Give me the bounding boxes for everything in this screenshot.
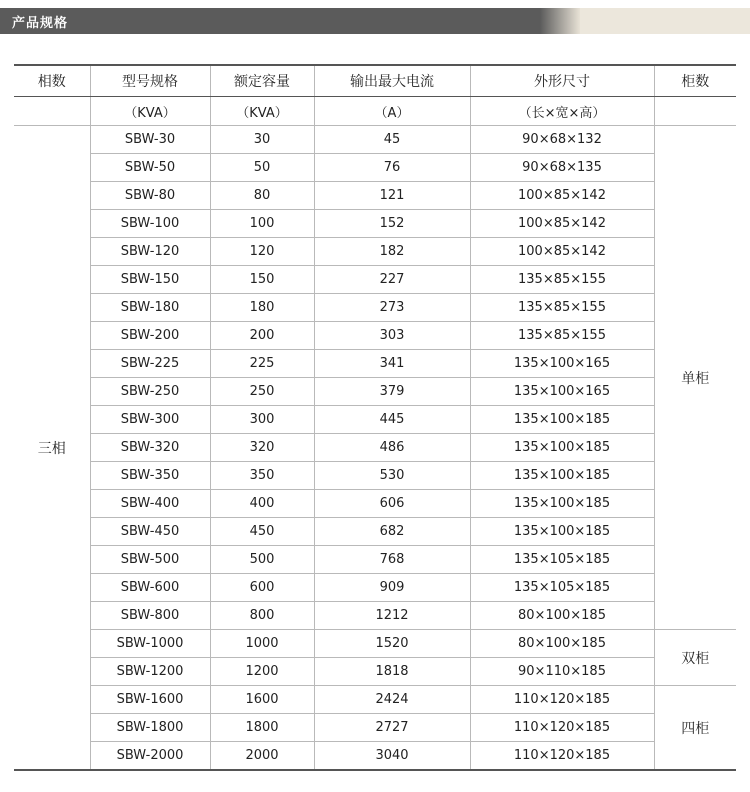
banner-gradient (540, 8, 580, 34)
cell-capacity: 1600 (210, 686, 314, 714)
table-row (14, 462, 736, 490)
unit-phase (14, 97, 90, 126)
cell-model: SBW-2000 (90, 742, 210, 771)
cell-capacity: 180 (210, 294, 314, 322)
table-row (14, 406, 736, 434)
cell-dimension: 135×85×155 (470, 322, 654, 350)
cell-capacity: 1800 (210, 714, 314, 742)
section-title: 产品规格 (0, 8, 540, 34)
cell-dimension: 90×110×185 (470, 658, 654, 686)
cell-current: 1818 (314, 658, 470, 686)
table-row (14, 266, 736, 294)
table-row (14, 182, 736, 210)
cell-dimension: 135×100×165 (470, 350, 654, 378)
cell-dimension: 110×120×185 (470, 714, 654, 742)
cell-capacity: 120 (210, 238, 314, 266)
cell-model: SBW-1200 (90, 658, 210, 686)
cell-capacity: 350 (210, 462, 314, 490)
column-header-capacity: 额定容量 (210, 65, 314, 97)
table-row (14, 518, 736, 546)
cell-current: 909 (314, 574, 470, 602)
cell-capacity: 100 (210, 210, 314, 238)
cell-capacity: 80 (210, 182, 314, 210)
table-row (14, 686, 736, 714)
table-row (14, 490, 736, 518)
cell-dimension: 110×120×185 (470, 686, 654, 714)
cell-dimension: 135×100×185 (470, 490, 654, 518)
cell-model: SBW-250 (90, 378, 210, 406)
cell-model: SBW-600 (90, 574, 210, 602)
cell-capacity: 600 (210, 574, 314, 602)
cell-current: 379 (314, 378, 470, 406)
column-header-phase: 相数 (14, 65, 90, 97)
cell-dimension: 135×100×165 (470, 378, 654, 406)
cell-model: SBW-400 (90, 490, 210, 518)
unit-current: （A） (314, 97, 470, 126)
cell-current: 2424 (314, 686, 470, 714)
cell-current: 606 (314, 490, 470, 518)
cell-current: 227 (314, 266, 470, 294)
table-header-row (14, 65, 736, 97)
cell-current: 1212 (314, 602, 470, 630)
cell-capacity: 225 (210, 350, 314, 378)
cell-model: SBW-320 (90, 434, 210, 462)
cell-capacity: 50 (210, 154, 314, 182)
banner-light-strip (580, 8, 750, 34)
column-header-cabinet: 柜数 (654, 65, 736, 97)
cell-capacity: 30 (210, 126, 314, 154)
cell-model: SBW-150 (90, 266, 210, 294)
unit-cabinet (654, 97, 736, 126)
cell-current: 530 (314, 462, 470, 490)
cell-dimension: 110×120×185 (470, 742, 654, 771)
cell-cabinet-group: 四柜 (654, 686, 736, 771)
cell-capacity: 250 (210, 378, 314, 406)
table-body (14, 97, 736, 771)
cell-dimension: 100×85×142 (470, 182, 654, 210)
cell-dimension: 135×105×185 (470, 574, 654, 602)
cell-current: 445 (314, 406, 470, 434)
table-row (14, 294, 736, 322)
cell-model: SBW-80 (90, 182, 210, 210)
cell-capacity: 1200 (210, 658, 314, 686)
cell-dimension: 90×68×135 (470, 154, 654, 182)
table-row (14, 658, 736, 686)
column-header-dimension: 外形尺寸 (470, 65, 654, 97)
cell-current: 121 (314, 182, 470, 210)
cell-model: SBW-1600 (90, 686, 210, 714)
cell-model: SBW-300 (90, 406, 210, 434)
table-row (14, 350, 736, 378)
table-row (14, 154, 736, 182)
section-banner (0, 8, 750, 34)
cell-dimension: 100×85×142 (470, 238, 654, 266)
table-row (14, 238, 736, 266)
cell-dimension: 135×100×185 (470, 462, 654, 490)
cell-dimension: 90×68×132 (470, 126, 654, 154)
cell-current: 152 (314, 210, 470, 238)
table-row (14, 546, 736, 574)
table-row (14, 714, 736, 742)
cell-capacity: 320 (210, 434, 314, 462)
unit-dimension: （长×宽×高） (470, 97, 654, 126)
cell-dimension: 80×100×185 (470, 630, 654, 658)
cell-dimension: 135×100×185 (470, 406, 654, 434)
cell-model: SBW-200 (90, 322, 210, 350)
cell-current: 341 (314, 350, 470, 378)
product-spec-page (0, 8, 750, 792)
cell-dimension: 135×100×185 (470, 434, 654, 462)
cell-capacity: 450 (210, 518, 314, 546)
cell-model: SBW-120 (90, 238, 210, 266)
cell-current: 2727 (314, 714, 470, 742)
cell-capacity: 500 (210, 546, 314, 574)
cell-dimension: 135×85×155 (470, 294, 654, 322)
cell-model: SBW-180 (90, 294, 210, 322)
cell-current: 3040 (314, 742, 470, 771)
cell-cabinet-group: 双柜 (654, 630, 736, 686)
cell-capacity: 200 (210, 322, 314, 350)
cell-dimension: 135×100×185 (470, 518, 654, 546)
spec-table (14, 64, 736, 771)
cell-current: 303 (314, 322, 470, 350)
cell-model: SBW-450 (90, 518, 210, 546)
cell-model: SBW-500 (90, 546, 210, 574)
cell-model: SBW-1800 (90, 714, 210, 742)
cell-cabinet-group: 单柜 (654, 126, 736, 630)
cell-model: SBW-800 (90, 602, 210, 630)
cell-capacity: 400 (210, 490, 314, 518)
cell-dimension: 135×85×155 (470, 266, 654, 294)
cell-current: 182 (314, 238, 470, 266)
table-row (14, 630, 736, 658)
table-row (14, 322, 736, 350)
cell-dimension: 100×85×142 (470, 210, 654, 238)
column-header-current: 输出最大电流 (314, 65, 470, 97)
table-row (14, 574, 736, 602)
table-row (14, 378, 736, 406)
unit-capacity: （KVA） (210, 97, 314, 126)
cell-current: 76 (314, 154, 470, 182)
cell-model: SBW-30 (90, 126, 210, 154)
cell-current: 1520 (314, 630, 470, 658)
cell-model: SBW-350 (90, 462, 210, 490)
cell-dimension: 80×100×185 (470, 602, 654, 630)
column-header-model: 型号规格 (90, 65, 210, 97)
table-row (14, 434, 736, 462)
cell-model: SBW-225 (90, 350, 210, 378)
spec-table-wrapper (0, 34, 750, 771)
unit-model: （KVA） (90, 97, 210, 126)
cell-current: 682 (314, 518, 470, 546)
table-row (14, 742, 736, 771)
cell-capacity: 800 (210, 602, 314, 630)
cell-current: 273 (314, 294, 470, 322)
cell-current: 486 (314, 434, 470, 462)
table-row (14, 602, 736, 630)
table-row (14, 126, 736, 154)
cell-model: SBW-50 (90, 154, 210, 182)
cell-current: 768 (314, 546, 470, 574)
cell-model: SBW-1000 (90, 630, 210, 658)
cell-dimension: 135×105×185 (470, 546, 654, 574)
cell-phase: 三相 (14, 126, 90, 771)
cell-capacity: 150 (210, 266, 314, 294)
cell-model: SBW-100 (90, 210, 210, 238)
cell-capacity: 300 (210, 406, 314, 434)
cell-capacity: 2000 (210, 742, 314, 771)
cell-capacity: 1000 (210, 630, 314, 658)
table-row (14, 210, 736, 238)
table-units-row (14, 97, 736, 126)
cell-current: 45 (314, 126, 470, 154)
